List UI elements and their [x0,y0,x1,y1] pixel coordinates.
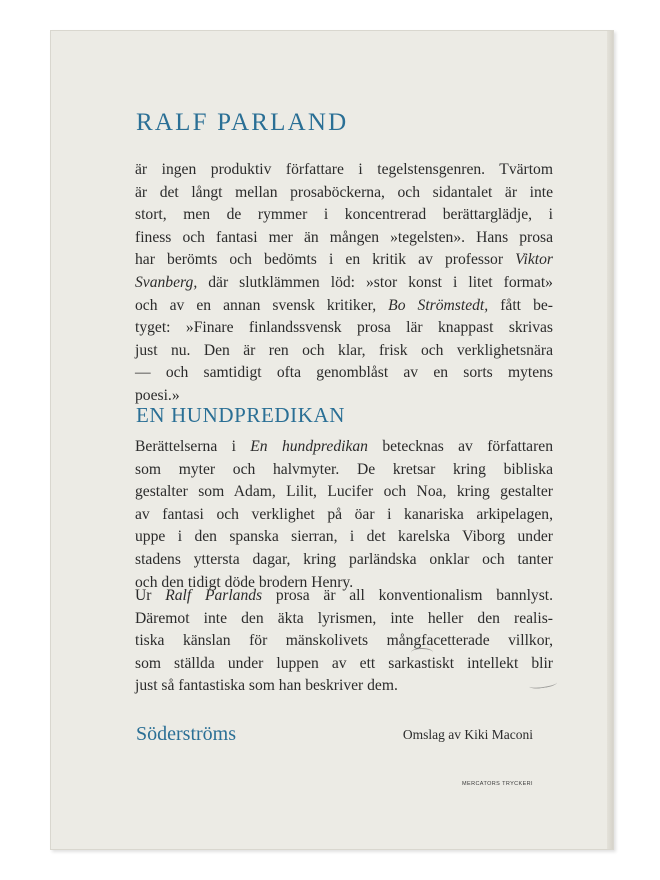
critic-name-italic: Bo Strömstedt, [388,296,489,314]
desc-line: av fantasi och verklighet på öar i kanariska arkipelagen, [135,505,553,523]
desc-line: uppe i den spanska sierran, i det karelska Viborg under [135,528,553,546]
style-line: tiska känslan för mänskolivets mångfacetterade villkor, [135,632,553,650]
author-bio-paragraph [135,159,553,408]
style-line: Ur Ralf Parlands prosa är all konventionalism bannlyst. [135,587,554,604]
cover-credit: Omslag av Kiki Maconi [402,727,533,742]
printer-imprint: MERCATORS TRYCKERI [462,781,533,787]
bio-line: tyget: »Finare finlandssvensk prosa lär knappast skrivas [135,319,553,337]
bio-line: just nu. Den är ren och klar, frisk och verklighetsnära [135,341,553,359]
bio-line: Svanberg, där slutklämmen löd: »stor konst i litet format» [135,273,553,291]
style-line: Däremot inte den äkta lyrismen, inte heller den realis- [135,609,553,627]
desc-line: och den tidigt döde brodern Henry. [135,573,354,591]
cover-edge [607,31,613,849]
desc-line: Berättelserna i En hundpredikan betecknas av författaren [135,438,553,455]
style-line: just så fantastiska som han beskriver dem. [135,677,398,695]
bio-line: finess och fantasi mer än mången »tegelsten». Hans prosa [135,228,553,246]
desc-line: stadens yttersta dagar, kring parländska onklar och tanter [135,550,553,568]
title-italic: En hundpredikan [250,438,368,455]
style-paragraph [135,585,553,698]
bio-line: — och samtidigt ofta genomblåst av en sorts mytens [135,364,553,382]
bio-line: har berömts och bedömts i en kritik av professor Viktor [135,251,553,269]
style-line: som ställda under luppen av ett sarkastiskt intellekt blir [135,654,553,672]
book-title: EN HUNDPREDIKAN [136,403,346,427]
bio-line: poesi.» [135,386,180,404]
critic-name-italic: Svanberg, [135,273,198,291]
bio-line: är det långt mellan prosaböckerna, och sidantalet är inte [135,183,553,201]
bio-line: är ingen produktiv författare i tegelstensgenren. Tvärtom [135,161,553,178]
desc-line: som myter och halvmyter. De kretsar kring bibliska [135,460,553,478]
bio-line: och av en annan svensk kritiker, Bo Strömstedt, fått be- [135,296,553,314]
book-description-paragraph [135,436,553,594]
author-name: RALF PARLAND [136,109,349,136]
publisher-name: Söderströms [136,723,236,745]
desc-line: gestalter som Adam, Lilit, Lucifer och Noa, kring gestalter [135,483,553,501]
pencil-mark [411,648,433,657]
book-back-cover [50,30,614,850]
critic-name-italic: Viktor [515,251,553,269]
author-italic: Ralf Parlands [165,587,263,604]
bio-line: stort, men de rymmer i koncentrerad berättarglädje, i [135,206,553,224]
